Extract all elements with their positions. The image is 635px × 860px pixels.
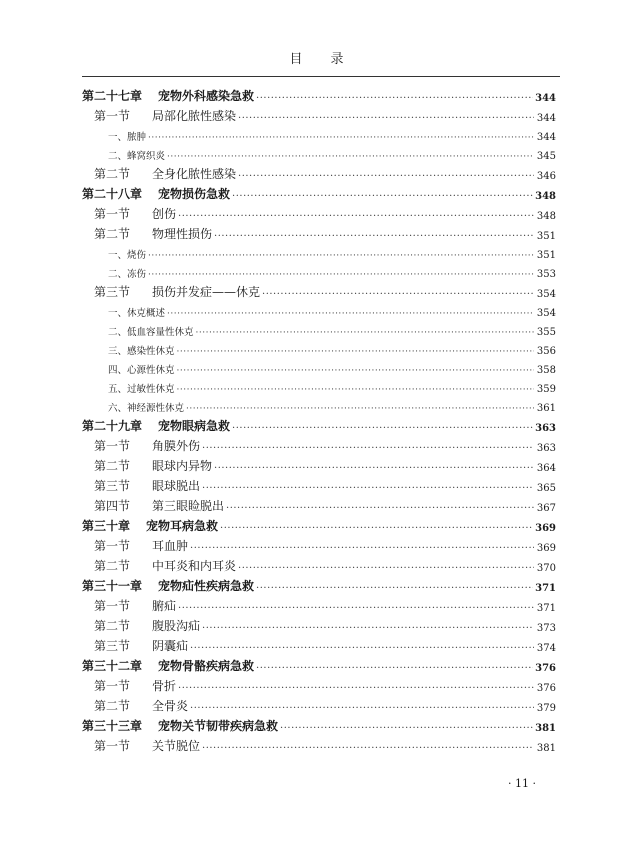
dot-leader — [178, 211, 534, 222]
toc-entry-sub[interactable] — [82, 242, 556, 261]
toc-entry-sub[interactable] — [82, 376, 556, 395]
toc-entry-section[interactable] — [82, 434, 556, 454]
toc-entry-title: 休克概述 — [127, 308, 166, 319]
toc-entry-page: 381 — [535, 723, 556, 734]
toc-entry-page: 344 — [536, 132, 556, 143]
toc-entry-page: 379 — [536, 703, 556, 714]
toc-entry-label: 第三十章 — [82, 519, 131, 533]
toc-entry-page: 351 — [536, 231, 556, 242]
toc-entry-title: 物理性损伤 — [152, 227, 213, 241]
dot-leader — [214, 463, 534, 474]
toc-entry-title: 损伤并发症——休克 — [152, 285, 261, 299]
toc-entry-title: 宠物疝性疾病急救 — [158, 579, 255, 593]
dot-leader — [190, 643, 534, 654]
toc-entry-label: 二、 — [108, 269, 128, 280]
dot-leader — [177, 366, 534, 376]
toc-entry-section[interactable] — [82, 162, 556, 182]
toc-entry-label: 第二节 — [94, 227, 131, 241]
dot-leader — [232, 191, 533, 202]
toc-entry-page: 345 — [536, 151, 556, 162]
toc-entry-label: 第二节 — [94, 559, 131, 573]
toc-entry-title: 腑疝 — [152, 599, 177, 613]
toc-entry-page: 373 — [536, 623, 556, 634]
toc-entry-title: 耳血肿 — [152, 539, 189, 553]
toc-entry-page: 356 — [536, 346, 556, 357]
dot-leader — [238, 563, 534, 574]
toc-entry-title: 局部化脓性感染 — [152, 109, 237, 123]
toc-entry-section[interactable] — [82, 674, 556, 694]
toc-entry-title: 冻伤 — [127, 269, 147, 280]
toc-entry-label: 第二十九章 — [82, 419, 143, 433]
dot-leader — [220, 523, 533, 534]
dot-leader — [202, 443, 534, 454]
toc-entry-label: 第一节 — [94, 539, 131, 553]
page-title — [0, 48, 635, 67]
dot-leader — [202, 483, 534, 494]
toc-entry-sub[interactable] — [82, 124, 556, 143]
toc-entry-chapter[interactable] — [82, 714, 556, 734]
toc-entry-label: 二、 — [108, 327, 128, 338]
dot-leader — [167, 309, 534, 319]
dot-leader — [232, 423, 533, 434]
toc-entry-section[interactable] — [82, 202, 556, 222]
dot-leader — [256, 663, 533, 674]
toc-entry-label: 四、 — [108, 365, 128, 376]
toc-entry-section[interactable] — [82, 634, 556, 654]
toc-entry-section[interactable] — [82, 104, 556, 124]
toc-entry-label: 一、 — [108, 132, 128, 143]
toc-entry-title: 心源性休克 — [127, 365, 175, 376]
toc-entry-title: 过敏性休克 — [127, 384, 175, 395]
toc-entry-label: 第三十二章 — [82, 659, 143, 673]
toc-entry-page: 363 — [536, 443, 556, 454]
toc-entry-label: 第一节 — [94, 207, 131, 221]
toc-entry-page: 364 — [536, 463, 556, 474]
toc-entry-label: 第一节 — [94, 439, 131, 453]
toc-entry-label: 第二节 — [94, 459, 131, 473]
toc-entry-section[interactable] — [82, 694, 556, 714]
dot-leader — [214, 231, 534, 242]
toc-entry-label: 第一节 — [94, 599, 131, 613]
dot-leader — [280, 723, 533, 734]
dot-leader — [262, 289, 534, 300]
toc-entry-label: 第二节 — [94, 699, 131, 713]
toc-entry-title: 关节脱位 — [152, 739, 201, 753]
toc-entry-title: 第三眼睑脱出 — [152, 499, 225, 513]
dot-leader — [178, 603, 534, 614]
toc-entry-label: 第三十三章 — [82, 719, 143, 733]
toc-entry-page: 354 — [536, 289, 556, 300]
toc-entry-page: 376 — [535, 663, 556, 674]
toc-entry-sub[interactable] — [82, 319, 556, 338]
toc-entry-sub[interactable] — [82, 357, 556, 376]
toc-entry-label: 第三节 — [94, 479, 131, 493]
toc-entry-page: 370 — [536, 563, 556, 574]
toc-entry-label: 第一节 — [94, 679, 131, 693]
dot-leader — [238, 171, 534, 182]
dot-leader — [226, 503, 534, 514]
toc-entry-title: 宠物关节韧带疾病急救 — [158, 719, 279, 733]
toc-entry-title: 宠物耳病急救 — [146, 519, 219, 533]
dot-leader — [148, 270, 534, 280]
toc-entry-page: 355 — [536, 327, 556, 338]
dot-leader — [167, 152, 534, 162]
page-title-part1: 目 — [289, 52, 305, 67]
toc-entry-label: 一、 — [108, 250, 128, 261]
toc-entry-title: 蜂窝织炎 — [127, 151, 166, 162]
toc-entry-sub[interactable] — [82, 338, 556, 357]
dot-leader — [177, 347, 534, 357]
dot-leader — [190, 703, 534, 714]
toc-entry-section[interactable] — [82, 734, 556, 754]
toc-entry-label: 第二节 — [94, 619, 131, 633]
toc-entry-title: 感染性休克 — [127, 346, 175, 357]
page-title-part2: 录 — [330, 52, 346, 67]
toc-entry-section[interactable] — [82, 222, 556, 242]
toc-entry-title: 烧伤 — [127, 250, 147, 261]
toc-entry-page: 359 — [536, 384, 556, 395]
toc-entry-title: 全身化脓性感染 — [152, 167, 237, 181]
toc-entry-page: 374 — [536, 643, 556, 654]
dot-leader — [196, 328, 534, 338]
toc-entry-title: 创伤 — [152, 207, 177, 221]
toc-entry-section[interactable] — [82, 474, 556, 494]
toc-entry-section[interactable] — [82, 534, 556, 554]
toc-entry-title: 宠物外科感染急救 — [158, 89, 255, 103]
toc-entry-title: 角膜外伤 — [152, 439, 201, 453]
toc-entry-label: 第三十一章 — [82, 579, 143, 593]
toc-entry-label: 第三节 — [94, 285, 131, 299]
toc-entry-label: 第二节 — [94, 167, 131, 181]
toc-entry-title: 全骨炎 — [152, 699, 189, 713]
dot-leader — [202, 743, 534, 754]
toc-entry-page: 363 — [535, 423, 556, 434]
toc-entry-page: 351 — [536, 250, 556, 261]
dot-leader — [148, 133, 534, 143]
toc-entry-page: 358 — [536, 365, 556, 376]
table-of-contents — [82, 84, 556, 754]
toc-entry-section[interactable] — [82, 594, 556, 614]
toc-entry-sub[interactable] — [82, 300, 556, 319]
toc-entry-page: 354 — [536, 308, 556, 319]
toc-entry-title: 腹股沟疝 — [152, 619, 201, 633]
toc-entry-section[interactable] — [82, 494, 556, 514]
toc-entry-page: 348 — [535, 191, 556, 202]
title-rule — [82, 76, 560, 77]
toc-entry-chapter[interactable] — [82, 654, 556, 674]
toc-entry-page: 348 — [536, 211, 556, 222]
toc-entry-title: 骨折 — [152, 679, 177, 693]
toc-entry-page: 369 — [535, 523, 556, 534]
toc-entry-label: 第三节 — [94, 639, 131, 653]
toc-entry-section[interactable] — [82, 280, 556, 300]
toc-entry-label: 二、 — [108, 151, 128, 162]
toc-entry-sub[interactable] — [82, 261, 556, 280]
toc-entry-label: 第四节 — [94, 499, 131, 513]
toc-entry-label: 第一节 — [94, 739, 131, 753]
toc-entry-title: 眼球内异物 — [152, 459, 213, 473]
toc-entry-chapter[interactable] — [82, 414, 556, 434]
toc-entry-title: 宠物损伤急救 — [158, 187, 231, 201]
toc-entry-chapter[interactable] — [82, 514, 556, 534]
toc-entry-chapter[interactable] — [82, 182, 556, 202]
toc-entry-label: 第一节 — [94, 109, 131, 123]
toc-entry-label: 一、 — [108, 308, 128, 319]
dot-leader — [186, 404, 534, 414]
toc-entry-page: 371 — [535, 583, 556, 594]
toc-entry-page: 344 — [535, 93, 556, 104]
toc-entry-title: 中耳炎和内耳炎 — [152, 559, 237, 573]
toc-entry-page: 371 — [536, 603, 556, 614]
toc-entry-title: 低血容量性休克 — [127, 327, 194, 338]
dot-leader — [202, 623, 534, 634]
toc-entry-label: 第二十七章 — [82, 89, 143, 103]
toc-entry-section[interactable] — [82, 554, 556, 574]
toc-entry-chapter[interactable] — [82, 574, 556, 594]
toc-entry-title: 阴囊疝 — [152, 639, 189, 653]
toc-entry-title: 宠物骨骼疾病急救 — [158, 659, 255, 673]
dot-leader — [256, 583, 533, 594]
dot-leader — [238, 113, 534, 124]
toc-entry-sub[interactable] — [82, 395, 556, 414]
toc-entry-label: 第二十八章 — [82, 187, 143, 201]
toc-entry-page: 369 — [536, 543, 556, 554]
toc-entry-title: 眼球脱出 — [152, 479, 201, 493]
toc-entry-label: 五、 — [108, 384, 128, 395]
toc-entry-page: 361 — [536, 403, 556, 414]
dot-leader — [190, 543, 534, 554]
toc-entry-page: 344 — [536, 113, 556, 124]
toc-entry-label: 三、 — [108, 346, 128, 357]
toc-entry-page: 353 — [536, 269, 556, 280]
toc-entry-page: 365 — [536, 483, 556, 494]
page-number: · 11 · — [508, 777, 536, 790]
toc-entry-title: 脓肿 — [127, 132, 147, 143]
toc-entry-section[interactable] — [82, 454, 556, 474]
toc-entry-section[interactable] — [82, 614, 556, 634]
dot-leader — [178, 683, 534, 694]
dot-leader — [256, 93, 533, 104]
toc-entry-page: 346 — [536, 171, 556, 182]
toc-entry-label: 六、 — [108, 403, 128, 414]
toc-entry-page: 381 — [536, 743, 556, 754]
toc-entry-chapter[interactable] — [82, 84, 556, 104]
dot-leader — [177, 385, 534, 395]
toc-entry-page: 367 — [536, 503, 556, 514]
toc-entry-sub[interactable] — [82, 143, 556, 162]
toc-entry-title: 宠物眼病急救 — [158, 419, 231, 433]
dot-leader — [148, 251, 534, 261]
toc-entry-page: 376 — [536, 683, 556, 694]
toc-entry-title: 神经源性休克 — [127, 403, 185, 414]
